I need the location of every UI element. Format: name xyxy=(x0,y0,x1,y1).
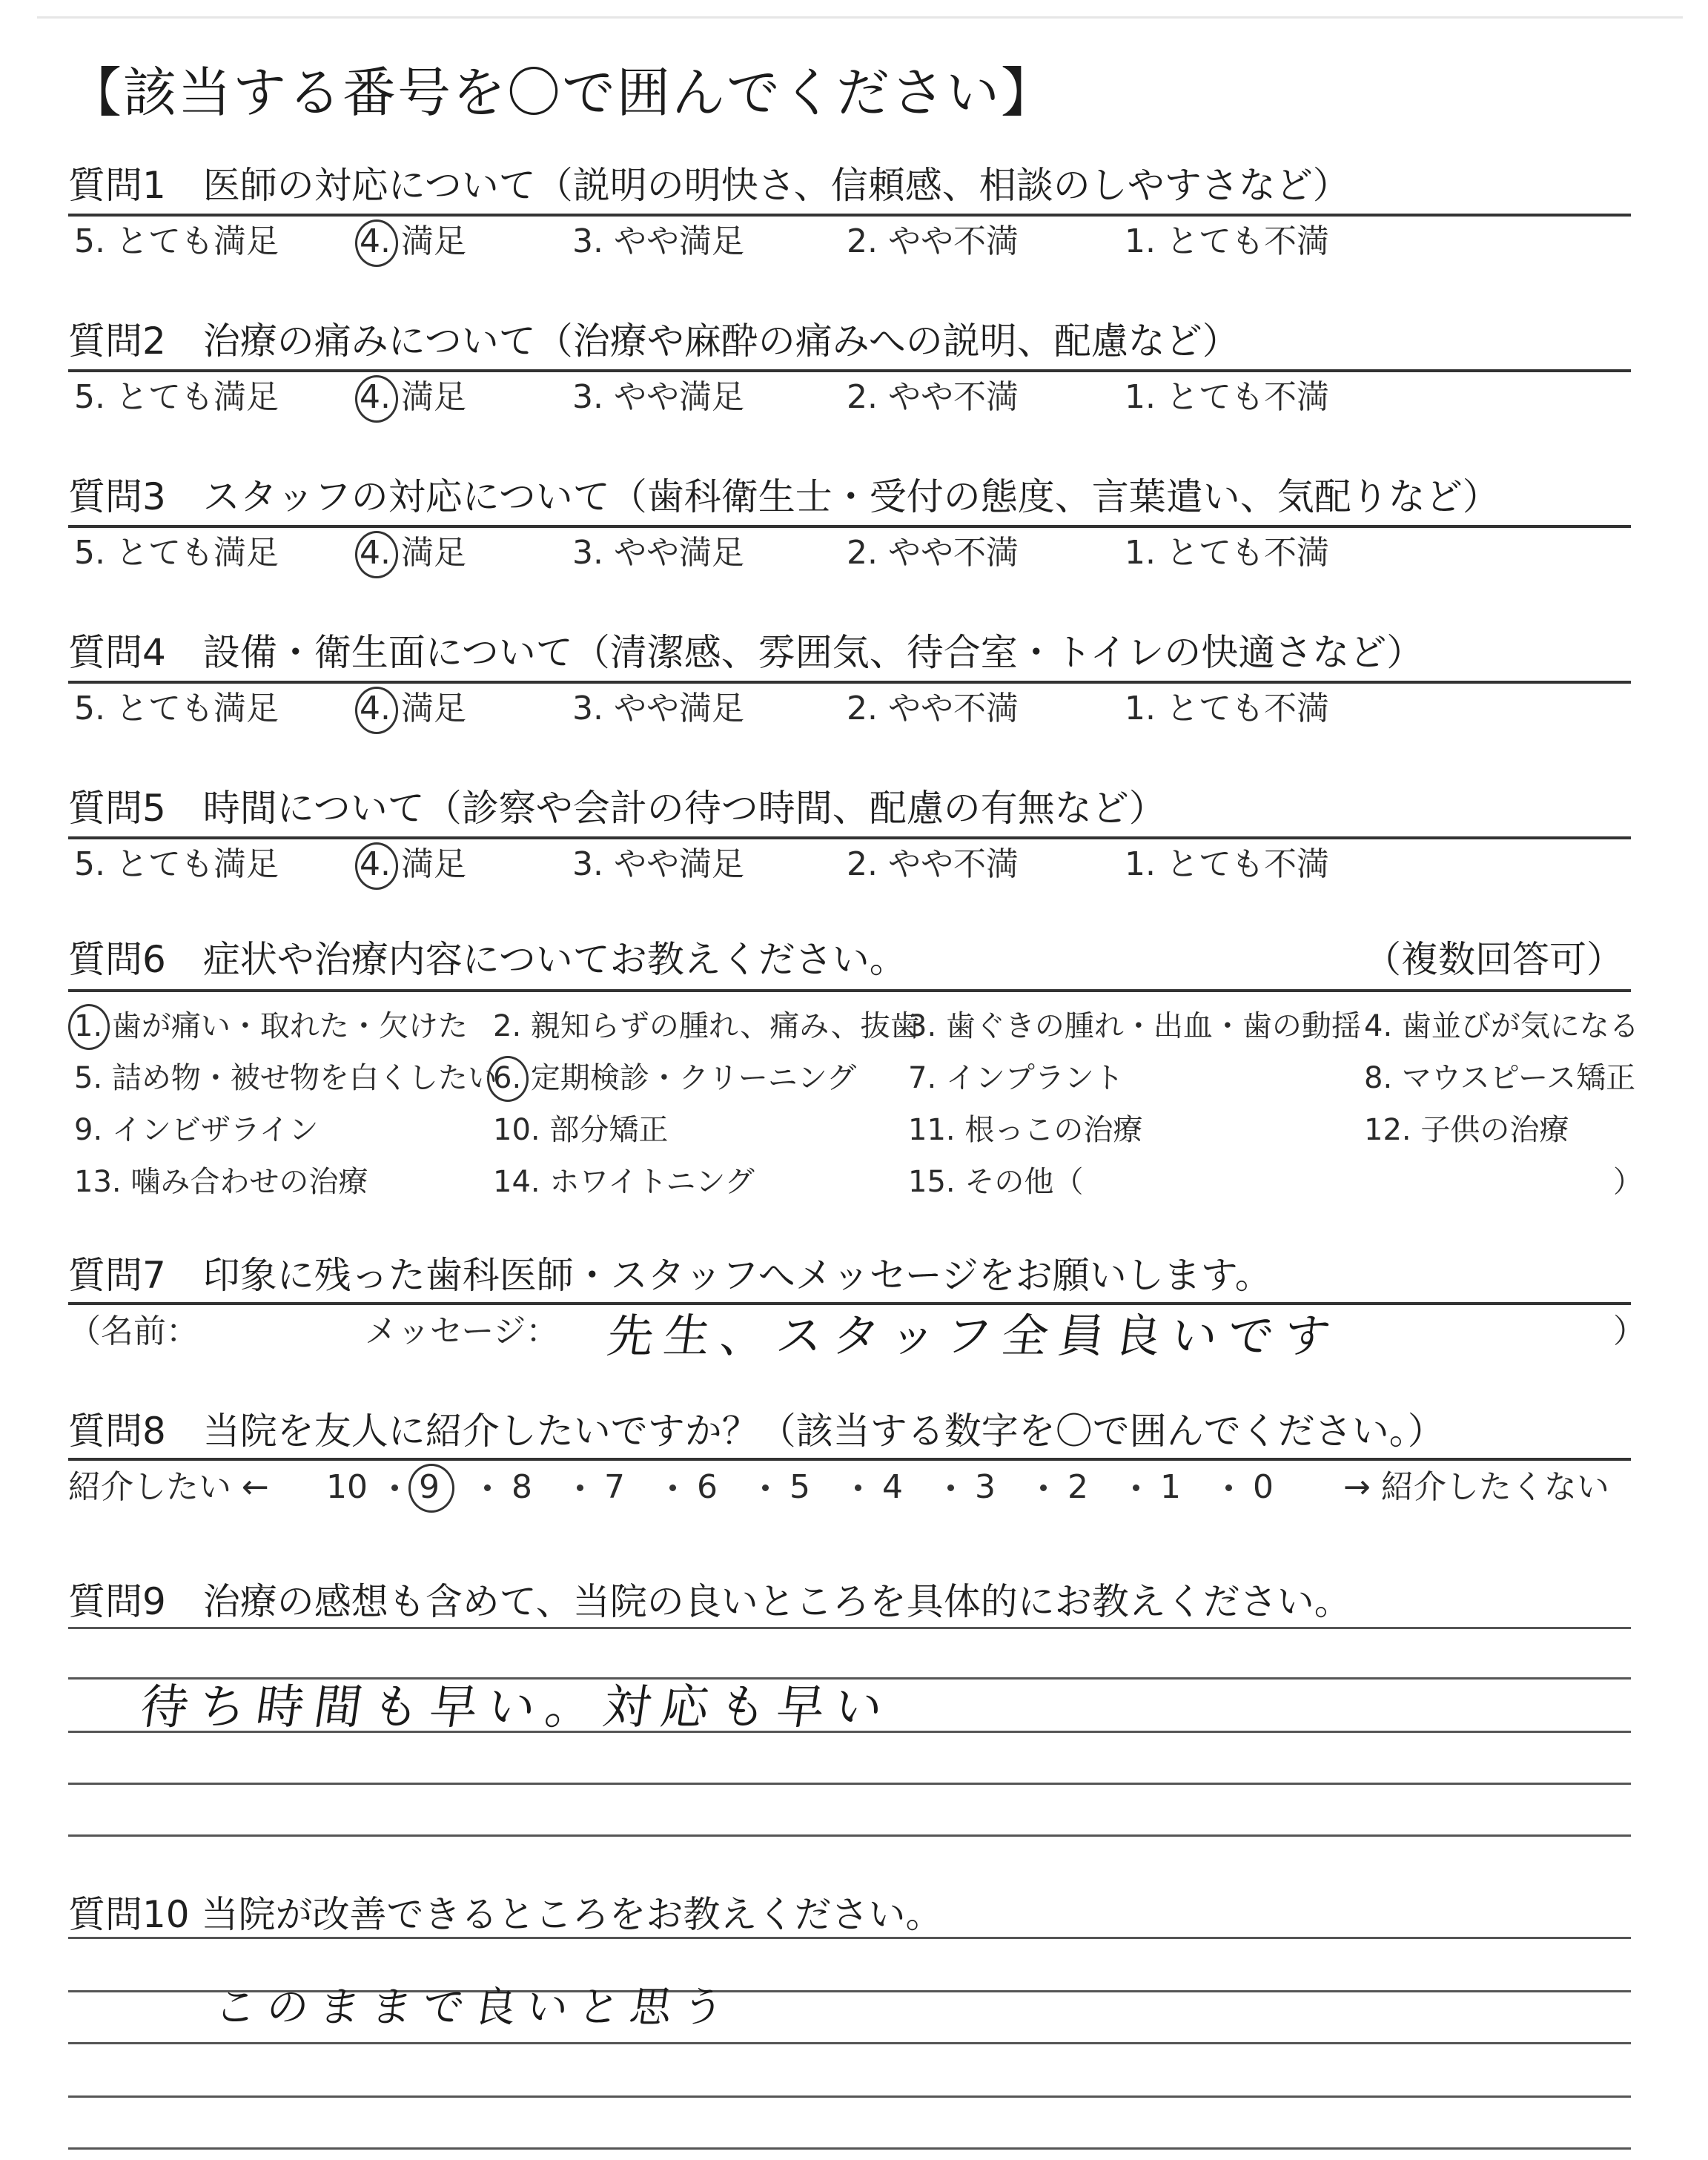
q9-rule-1 xyxy=(68,1627,1631,1629)
q7-close-paren: ） xyxy=(1613,1312,1646,1350)
q3-title: 質問3 スタッフの対応について（歯科衛生士・受付の態度、言葉遣い、気配りなど） xyxy=(68,475,1500,518)
q8-scale-separator xyxy=(855,1484,861,1491)
q7-message-label: メッセージ： xyxy=(365,1312,559,1350)
q2-option-4[interactable]: 4. 満足 xyxy=(360,378,466,416)
q6-selected-circle-6 xyxy=(487,1056,529,1102)
q5-option-4[interactable]: 4. 満足 xyxy=(360,845,466,883)
q5-option-2[interactable]: 2. やや不満 xyxy=(847,845,1019,883)
q2-selected-circle xyxy=(355,375,398,423)
q6-item-4[interactable]: 4. 歯並びが気になる xyxy=(1364,1009,1639,1043)
q4-option-3[interactable]: 3. やや満足 xyxy=(572,690,744,727)
q10-answer-handwritten: このままで良いと思う xyxy=(211,1984,738,2032)
q5-option-1[interactable]: 1. とても不満 xyxy=(1125,845,1329,883)
q10-rule-5 xyxy=(68,2147,1631,2150)
q8-scale-separator xyxy=(484,1484,491,1491)
q8-left-label: 紹介したい ← xyxy=(68,1468,269,1506)
q8-rule xyxy=(68,1458,1631,1461)
q3-option-1[interactable]: 1. とても不満 xyxy=(1125,534,1329,572)
q6-selected-circle-1 xyxy=(68,1004,110,1050)
q6-item-9[interactable]: 9. インビザライン xyxy=(74,1113,319,1147)
q10-rule-4 xyxy=(68,2095,1631,2098)
q4-rule xyxy=(68,681,1631,684)
q5-option-5[interactable]: 5. とても満足 xyxy=(74,845,279,883)
q2-option-1[interactable]: 1. とても不満 xyxy=(1125,378,1329,416)
q4-option-2[interactable]: 2. やや不満 xyxy=(847,690,1019,727)
q1-rule xyxy=(68,214,1631,217)
q8-scale-1[interactable]: 1 xyxy=(1160,1468,1181,1506)
q9-answer-handwritten: 待ち時間も早い。対応も早い xyxy=(136,1680,897,1735)
q6-item-11[interactable]: 11. 根っこの治療 xyxy=(908,1113,1143,1147)
q4-title: 質問4 設備・衛生面について（清潔感、雰囲気、待合室・トイレの快適さなど） xyxy=(68,631,1424,674)
q9-title: 質問9 治療の感想も含めて、当院の良いところを具体的にお教えください。 xyxy=(68,1580,1351,1623)
q8-scale-separator xyxy=(762,1484,769,1491)
q8-scale-2[interactable]: 2 xyxy=(1068,1468,1088,1506)
q2-rule xyxy=(68,369,1631,372)
q6-rule xyxy=(68,989,1631,992)
q6-item-15[interactable]: 15. その他（ xyxy=(908,1165,1084,1199)
q1-title: 質問1 医師の対応について（説明の明快さ、信頼感、相談のしやすさなど） xyxy=(68,164,1350,207)
q8-scale-separator xyxy=(577,1484,583,1491)
q3-option-2[interactable]: 2. やや不満 xyxy=(847,534,1019,572)
q2-option-3[interactable]: 3. やや満足 xyxy=(572,378,744,416)
q5-title: 質問5 時間について（診察や会計の待つ時間、配慮の有無など） xyxy=(68,787,1166,830)
q6-item-6[interactable]: 6. 定期検診・クリーニング xyxy=(493,1061,857,1095)
top-border xyxy=(37,16,1683,19)
q6-note: （複数回答可） xyxy=(1364,938,1623,981)
q6-item-1[interactable]: 1. 歯が痛い・取れた・欠けた xyxy=(74,1009,468,1043)
q7-title: 質問7 印象に残った歯科医師・スタッフへメッセージをお願いします。 xyxy=(68,1254,1272,1297)
q1-option-4[interactable]: 4. 満足 xyxy=(360,222,466,260)
q6-other-close-paren: ） xyxy=(1613,1165,1643,1199)
q8-scale-7[interactable]: 7 xyxy=(604,1468,625,1506)
q9-rule-4 xyxy=(68,1783,1631,1785)
q8-title: 質問8 当院を友人に紹介したいですか？（該当する数字を〇で囲んでください。） xyxy=(68,1410,1445,1453)
q6-item-7[interactable]: 7. インプラント xyxy=(908,1061,1124,1095)
q8-scale-separator xyxy=(1133,1484,1139,1491)
q6-item-14[interactable]: 14. ホワイトニング xyxy=(493,1165,755,1199)
q9-rule-5 xyxy=(68,1834,1631,1837)
q6-item-12[interactable]: 12. 子供の治療 xyxy=(1364,1113,1569,1147)
q5-option-3[interactable]: 3. やや満足 xyxy=(572,845,744,883)
q8-scale-6[interactable]: 6 xyxy=(697,1468,718,1506)
q1-option-1[interactable]: 1. とても不満 xyxy=(1125,222,1329,260)
q4-option-5[interactable]: 5. とても満足 xyxy=(74,690,279,727)
q8-right-label: → 紹介したくない xyxy=(1343,1468,1609,1506)
q1-option-3[interactable]: 3. やや満足 xyxy=(572,222,744,260)
q8-scale-5[interactable]: 5 xyxy=(790,1468,810,1506)
q8-scale-3[interactable]: 3 xyxy=(975,1468,996,1506)
q2-title: 質問2 治療の痛みについて（治療や麻酔の痛みへの説明、配慮など） xyxy=(68,320,1239,363)
q6-item-5[interactable]: 5. 詰め物・被せ物を白くしたい xyxy=(74,1061,497,1095)
q2-option-2[interactable]: 2. やや不満 xyxy=(847,378,1019,416)
q10-rule-3 xyxy=(68,2042,1631,2044)
q8-scale-separator xyxy=(669,1484,676,1491)
q8-scale-4[interactable]: 4 xyxy=(882,1468,903,1506)
q7-rule xyxy=(68,1302,1631,1305)
q6-item-3[interactable]: 3. 歯ぐきの腫れ・出血・歯の動揺 xyxy=(908,1009,1361,1043)
q10-rule-1 xyxy=(68,1937,1631,1939)
q8-scale-separator xyxy=(1225,1484,1232,1491)
q8-scale-separator xyxy=(391,1484,398,1491)
q6-item-10[interactable]: 10. 部分矯正 xyxy=(493,1113,669,1147)
q8-selected-circle xyxy=(408,1464,454,1513)
q10-title: 質問10 当院が改善できるところをお教えください。 xyxy=(68,1893,943,1936)
q4-selected-circle xyxy=(355,687,398,734)
q4-option-4[interactable]: 4. 満足 xyxy=(360,690,466,727)
q3-option-4[interactable]: 4. 満足 xyxy=(360,534,466,572)
q4-option-1[interactable]: 1. とても不満 xyxy=(1125,690,1329,727)
q8-scale-separator xyxy=(947,1484,954,1491)
q5-rule xyxy=(68,836,1631,839)
q2-option-5[interactable]: 5. とても満足 xyxy=(74,378,279,416)
q8-scale-9[interactable]: 9 xyxy=(419,1468,440,1506)
q8-scale-10[interactable]: 10 xyxy=(326,1468,368,1506)
q5-selected-circle xyxy=(355,842,398,890)
q8-scale-separator xyxy=(1040,1484,1047,1491)
q7-name-label: （名前： xyxy=(68,1312,199,1350)
q1-selected-circle xyxy=(355,219,398,267)
q6-item-8[interactable]: 8. マウスピース矯正 xyxy=(1364,1061,1636,1095)
q6-item-13[interactable]: 13. 噛み合わせの治療 xyxy=(74,1165,368,1199)
q3-selected-circle xyxy=(355,531,398,578)
q1-option-2[interactable]: 2. やや不満 xyxy=(847,222,1019,260)
q3-option-5[interactable]: 5. とても満足 xyxy=(74,534,279,572)
q6-title: 質問6 症状や治療内容についてお教えください。 xyxy=(68,938,907,981)
q8-scale-8[interactable]: 8 xyxy=(512,1468,532,1506)
form-header: 【該当する番号を〇で囲んでください】 xyxy=(68,62,1056,124)
q8-scale-0[interactable]: 0 xyxy=(1253,1468,1274,1506)
q1-option-5[interactable]: 5. とても満足 xyxy=(74,222,279,260)
q3-rule xyxy=(68,525,1631,528)
q7-message-handwritten: 先生、スタッフ全員良いです xyxy=(603,1309,1345,1363)
q3-option-3[interactable]: 3. やや満足 xyxy=(572,534,744,572)
q6-item-2[interactable]: 2. 親知らずの腫れ、痛み、抜歯 xyxy=(493,1009,920,1043)
